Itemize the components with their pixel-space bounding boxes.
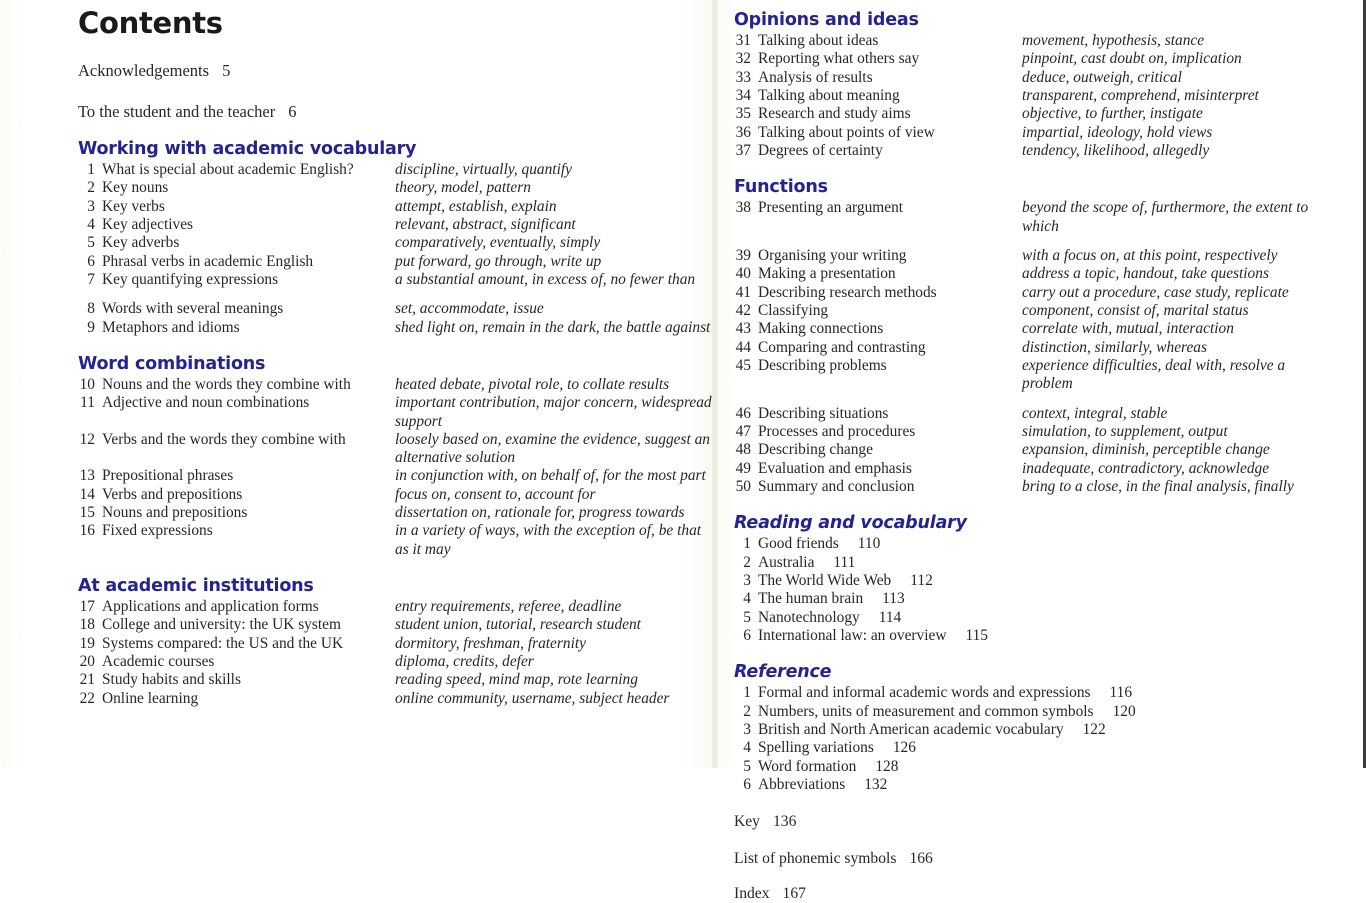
entry-examples: in conjunction with, on behalf of, for the most part: [395, 467, 706, 485]
section-heading-opinions-and-ideas: Opinions and ideas: [734, 10, 919, 30]
entry-examples: discipline, virtually, quantify: [395, 160, 572, 178]
entry-number: 38: [735, 199, 751, 217]
toc-entry: [78, 671, 712, 689]
entry-examples: inadequate, contradictory, acknowledge: [1022, 459, 1270, 477]
entry-examples: address a topic, handout, take questions: [1022, 265, 1269, 283]
entry-examples: expansion, diminish, perceptible change: [1022, 441, 1270, 459]
section-entries-word-combinations: [78, 376, 712, 559]
entry-title: Talking about meaning: [758, 86, 900, 104]
entry-examples: simulation, to supplement, output: [1022, 422, 1228, 440]
entry-title: Systems compared: the US and the UK: [102, 634, 344, 652]
toc-entry: [734, 478, 1363, 496]
toc-entry: [734, 684, 1363, 702]
entry-number: 36: [735, 123, 751, 141]
entry-title: Numbers, units of measurement and common symbols: [758, 702, 1094, 720]
entry-number: 48: [735, 441, 751, 459]
section-heading-at-academic-institutions: At academic institutions: [78, 576, 314, 597]
entry-number: 33: [735, 68, 751, 86]
toc-entry: [734, 441, 1363, 459]
entry-number: 1: [743, 535, 751, 553]
entry-number: 6: [743, 775, 751, 793]
entry-page: 114: [878, 608, 902, 626]
entry-examples: dissertation on, rationale for, progress towards: [395, 504, 685, 522]
toc-entry: [78, 504, 712, 522]
entry-examples: transparent, comprehend, misinterpret: [1022, 86, 1259, 104]
entry-title: The World Wide Web: [758, 571, 892, 589]
back-matter-item-phonemic-symbols: [734, 850, 1363, 868]
entry-examples: diploma, credits, defer: [395, 653, 534, 671]
toc-entry: [734, 50, 1363, 68]
entry-page: 113: [882, 590, 905, 608]
entry-number: 19: [79, 634, 95, 652]
entry-number: 7: [87, 270, 95, 288]
toc-entry: [78, 161, 712, 179]
entry-number: 47: [735, 422, 751, 440]
back-matter-page: 167: [782, 885, 806, 903]
entry-number: 35: [735, 105, 751, 123]
toc-entry: [734, 87, 1363, 105]
entry-number: 10: [79, 375, 95, 393]
entry-examples: tendency, likelihood, allegedly: [1022, 141, 1210, 159]
toc-entry: [734, 124, 1363, 142]
entry-examples: online community, username, subject header: [395, 689, 670, 707]
toc-entry: [734, 627, 1363, 645]
toc-entry: [78, 635, 712, 653]
entry-title: British and North American academic vocabulary: [758, 720, 1064, 738]
entry-number: 12: [79, 430, 95, 448]
toc-entry: [734, 105, 1363, 123]
entry-examples: reading speed, mind map, rote learning: [395, 671, 638, 689]
entry-examples: objective, to further, instigate: [1022, 105, 1203, 123]
entry-number: 5: [87, 234, 95, 252]
entry-examples: dormitory, freshman, fraternity: [395, 634, 586, 652]
entry-number: 8: [87, 300, 95, 318]
section-heading-reading-and-vocabulary: Reading and vocabulary: [734, 513, 967, 534]
toc-entry: [78, 394, 712, 431]
toc-entry: [78, 690, 712, 708]
entry-page: 120: [1112, 702, 1136, 720]
toc-entry: [734, 535, 1363, 553]
toc-entry: [734, 339, 1363, 357]
entry-title: Summary and conclusion: [758, 477, 915, 495]
section-entries-functions: [734, 199, 1363, 496]
entry-examples: in a variety of ways, with the exception of, be that as it may: [395, 522, 702, 558]
entry-number: 3: [87, 197, 95, 215]
toc-entry: [734, 199, 1363, 236]
entry-title: Online learning: [102, 689, 199, 707]
entry-title: Evaluation and emphasis: [758, 459, 912, 477]
entry-examples: context, integral, stable: [1022, 404, 1168, 422]
entry-examples: movement, hypothesis, stance: [1022, 32, 1205, 49]
toc-entry: [734, 69, 1363, 87]
toc-entry: [78, 376, 712, 394]
entry-number: 6: [743, 626, 751, 644]
section-heading-functions: Functions: [734, 177, 828, 198]
left-page: [0, 0, 712, 768]
entry-title: College and university: the UK system: [102, 616, 341, 634]
entry-number: 2: [743, 553, 751, 571]
entry-title: Nanotechnology: [758, 608, 860, 626]
back-matter-page: 166: [909, 850, 933, 868]
toc-entry: [78, 598, 712, 616]
entry-number: 37: [735, 141, 751, 159]
entry-number: 13: [79, 467, 95, 485]
entry-title: Making a presentation: [758, 265, 896, 283]
entry-title: Academic courses: [102, 653, 215, 671]
section-heading-reference: Reference: [734, 662, 832, 683]
entry-number: 3: [743, 720, 751, 738]
entry-number: 39: [735, 246, 751, 264]
toc-entry: [734, 590, 1363, 608]
right-page: [718, 0, 1366, 903]
entry-title: Adjective and noun combinations: [102, 394, 310, 412]
entry-number: 40: [735, 265, 751, 283]
entry-title: Fixed expressions: [102, 522, 213, 540]
toc-entry: [78, 216, 712, 234]
toc-entry: [78, 300, 712, 318]
entry-number: 44: [735, 338, 751, 356]
toc-entry: [78, 467, 712, 485]
entry-title: Good friends: [758, 535, 839, 553]
back-matter-label: Index: [734, 885, 770, 903]
section-entries-reading-and-vocabulary: [734, 535, 1363, 645]
entry-examples: put forward, go through, write up: [395, 252, 602, 270]
toc-entry: [734, 32, 1363, 50]
entry-examples: set, accommodate, issue: [395, 300, 544, 318]
toc-entry: [734, 247, 1363, 265]
entry-examples: a substantial amount, in excess of, no fewer than: [395, 270, 696, 288]
entry-number: 4: [743, 590, 751, 608]
entry-title: Describing change: [758, 441, 873, 459]
entry-number: 46: [735, 404, 751, 422]
toc-entry: [78, 486, 712, 504]
entry-title: Spelling variations: [758, 739, 874, 757]
toc-entry: [78, 234, 712, 252]
entry-number: 4: [743, 739, 751, 757]
toc-entry: [78, 179, 712, 197]
entry-title: Key nouns: [102, 179, 169, 197]
entry-title: Key adjectives: [102, 215, 194, 233]
entry-title: Prepositional phrases: [102, 467, 234, 485]
entry-number: 20: [79, 653, 95, 671]
entry-examples: carry out a procedure, case study, replicate: [1022, 283, 1289, 301]
entry-title: The human brain: [758, 590, 864, 608]
entry-examples: heated debate, pivotal role, to collate results: [395, 375, 670, 393]
entry-number: 11: [80, 394, 95, 412]
entry-number: 16: [79, 522, 95, 540]
toc-entry: [734, 721, 1363, 739]
toc-entry: [734, 703, 1363, 721]
entry-title: Classifying: [758, 301, 829, 319]
entry-number: 34: [735, 86, 751, 104]
entry-number: 6: [87, 252, 95, 270]
front-matter-label: Acknowledgements: [78, 60, 210, 80]
toc-entry: [734, 357, 1363, 394]
entry-title: Australia: [758, 553, 815, 571]
entry-number: 22: [79, 689, 95, 707]
toc-entry: [78, 431, 712, 468]
entry-examples: deduce, outweigh, critical: [1022, 68, 1182, 86]
toc-entry: [78, 616, 712, 634]
toc-entry: [734, 739, 1363, 757]
entry-title: Key verbs: [102, 197, 165, 215]
entry-title: Phrasal verbs in academic English: [102, 252, 314, 270]
entry-examples: focus on, consent to, account for: [395, 485, 596, 503]
toc-entry: [78, 522, 712, 559]
back-matter-item-key: [734, 813, 1363, 831]
front-matter-item: [78, 61, 712, 81]
back-matter-label: List of phonemic symbols: [734, 850, 897, 868]
entry-number: 4: [87, 215, 95, 233]
entry-title: Verbs and prepositions: [102, 485, 243, 503]
entry-title: Presenting an argument: [758, 199, 904, 217]
entry-number: 1: [87, 160, 95, 178]
entry-page: 110: [857, 535, 881, 553]
toc-entry: [734, 284, 1363, 302]
entry-number: 2: [87, 179, 95, 197]
entry-title: Metaphors and idioms: [102, 318, 240, 336]
toc-entry: [734, 423, 1363, 441]
entry-number: 1: [743, 684, 751, 702]
entry-title: Talking about points of view: [758, 123, 935, 141]
entry-page: 116: [1109, 684, 1133, 702]
entry-page: 115: [965, 626, 988, 644]
entry-title: Applications and application forms: [102, 598, 319, 616]
entry-examples: component, consist of, marital status: [1022, 301, 1249, 319]
section-entries-opinions-and-ideas: [734, 32, 1363, 160]
entry-examples: student union, tutorial, research student: [395, 616, 641, 634]
toc-entry: [78, 198, 712, 216]
toc-entry: [734, 572, 1363, 590]
entry-title: Analysis of results: [758, 68, 873, 86]
entry-title: Talking about ideas: [758, 32, 879, 49]
entry-number: 43: [735, 320, 751, 338]
entry-examples: shed light on, remain in the dark, the battle against: [395, 318, 711, 336]
toc-entry: [734, 776, 1363, 794]
section-entries-at-academic-institutions: [78, 598, 712, 708]
entry-number: 14: [79, 485, 95, 503]
entry-title: Key quantifying expressions: [102, 270, 279, 288]
entry-examples: attempt, establish, explain: [395, 197, 557, 215]
entry-title: Processes and procedures: [758, 422, 916, 440]
entry-number: 2: [743, 702, 751, 720]
entry-number: 15: [79, 504, 95, 522]
toc-entry: [78, 653, 712, 671]
toc-entry: [78, 253, 712, 271]
back-matter-item-index: [734, 885, 1363, 903]
entry-number: 31: [735, 32, 751, 49]
section-heading-word-combinations: Word combinations: [78, 353, 266, 374]
toc-entry: [78, 271, 712, 289]
entry-title: Abbreviations: [758, 775, 846, 793]
entry-title: Words with several meanings: [102, 300, 284, 318]
entry-title: Making connections: [758, 320, 884, 338]
front-matter-page: 6: [288, 101, 297, 121]
section-entries-working-with-academic-vocabulary: [78, 161, 712, 337]
entry-examples: loosely based on, examine the evidence, suggest an alternative solution: [395, 430, 710, 467]
entry-page: 112: [910, 571, 933, 589]
entry-title: Comparing and contrasting: [758, 338, 926, 356]
toc-entry: [734, 758, 1363, 776]
entry-page: 126: [892, 739, 916, 757]
entry-examples: distinction, similarly, whereas: [1022, 338, 1207, 356]
entry-number: 3: [743, 571, 751, 589]
entry-examples: important contribution, major concern, widespread support: [395, 394, 712, 430]
toc-entry: [78, 319, 712, 337]
front-matter-label: To the student and the teacher: [78, 101, 276, 121]
entry-number: 5: [743, 608, 751, 626]
entry-number: 41: [735, 283, 751, 301]
back-matter-page: 136: [772, 813, 797, 831]
entry-number: 42: [735, 301, 751, 319]
toc-entry: [734, 460, 1363, 478]
entry-examples: pinpoint, cast doubt on, implication: [1022, 50, 1242, 68]
section-heading-working-with-academic-vocabulary: Working with academic vocabulary: [78, 138, 417, 159]
toc-entry: [734, 320, 1363, 338]
entry-title: Formal and informal academic words and expressions: [758, 684, 1091, 702]
entry-title: Nouns and the words they combine with: [102, 375, 351, 393]
entry-title: Describing situations: [758, 404, 889, 422]
entry-examples: bring to a close, in the final analysis, finally: [1022, 477, 1294, 495]
entry-number: 17: [79, 598, 95, 616]
entry-title: What is special about academic English?: [102, 160, 354, 178]
entry-page: 111: [833, 553, 856, 571]
entry-examples: theory, model, pattern: [395, 179, 531, 197]
entry-examples: correlate with, mutual, interaction: [1022, 320, 1234, 338]
page-title: Contents: [78, 6, 223, 40]
entry-title: Describing research methods: [758, 283, 937, 301]
back-matter-label: Key: [734, 813, 760, 831]
toc-entry: [734, 405, 1363, 423]
entry-number: 5: [743, 757, 751, 775]
entry-examples: impartial, ideology, hold views: [1022, 123, 1213, 141]
toc-entry: [734, 142, 1363, 160]
entry-page: 128: [875, 757, 899, 775]
front-matter-page: 5: [222, 60, 231, 80]
entry-page: 132: [864, 775, 888, 793]
toc-entry: [734, 609, 1363, 627]
front-matter-item: [78, 102, 712, 122]
entry-number: 18: [79, 616, 95, 634]
entry-number: 49: [735, 459, 751, 477]
entry-title: Describing problems: [758, 356, 887, 374]
entry-number: 50: [735, 477, 751, 495]
entry-title: Nouns and prepositions: [102, 504, 248, 522]
entry-title: Study habits and skills: [102, 671, 241, 689]
entry-title: Reporting what others say: [758, 50, 920, 68]
entry-title: Research and study aims: [758, 105, 911, 123]
entry-title: Organising your writing: [758, 246, 907, 264]
entry-examples: comparatively, eventually, simply: [395, 234, 601, 252]
toc-entry: [734, 554, 1363, 572]
entry-title: Degrees of certainty: [758, 141, 883, 159]
entry-number: 9: [87, 318, 95, 336]
entry-examples: relevant, abstract, significant: [395, 215, 576, 233]
entry-title: Word formation: [758, 757, 857, 775]
toc-entry: [734, 302, 1363, 320]
entry-examples: experience difficulties, deal with, resolve a problem: [1022, 356, 1286, 393]
entry-examples: entry requirements, referee, deadline: [395, 598, 622, 616]
entry-title: Key adverbs: [102, 234, 180, 252]
toc-entry: [734, 265, 1363, 283]
entry-title: International law: an overview: [758, 626, 947, 644]
front-matter-list: [78, 61, 712, 122]
section-entries-reference: [734, 684, 1363, 794]
entry-number: 21: [79, 671, 95, 689]
entry-title: Verbs and the words they combine with: [102, 430, 346, 448]
entry-number: 45: [735, 356, 751, 374]
entry-page: 122: [1082, 720, 1106, 738]
entry-examples: with a focus on, at this point, respectively: [1022, 246, 1278, 264]
entry-number: 32: [735, 50, 751, 68]
entry-examples: beyond the scope of, furthermore, the extent to which: [1022, 199, 1309, 235]
